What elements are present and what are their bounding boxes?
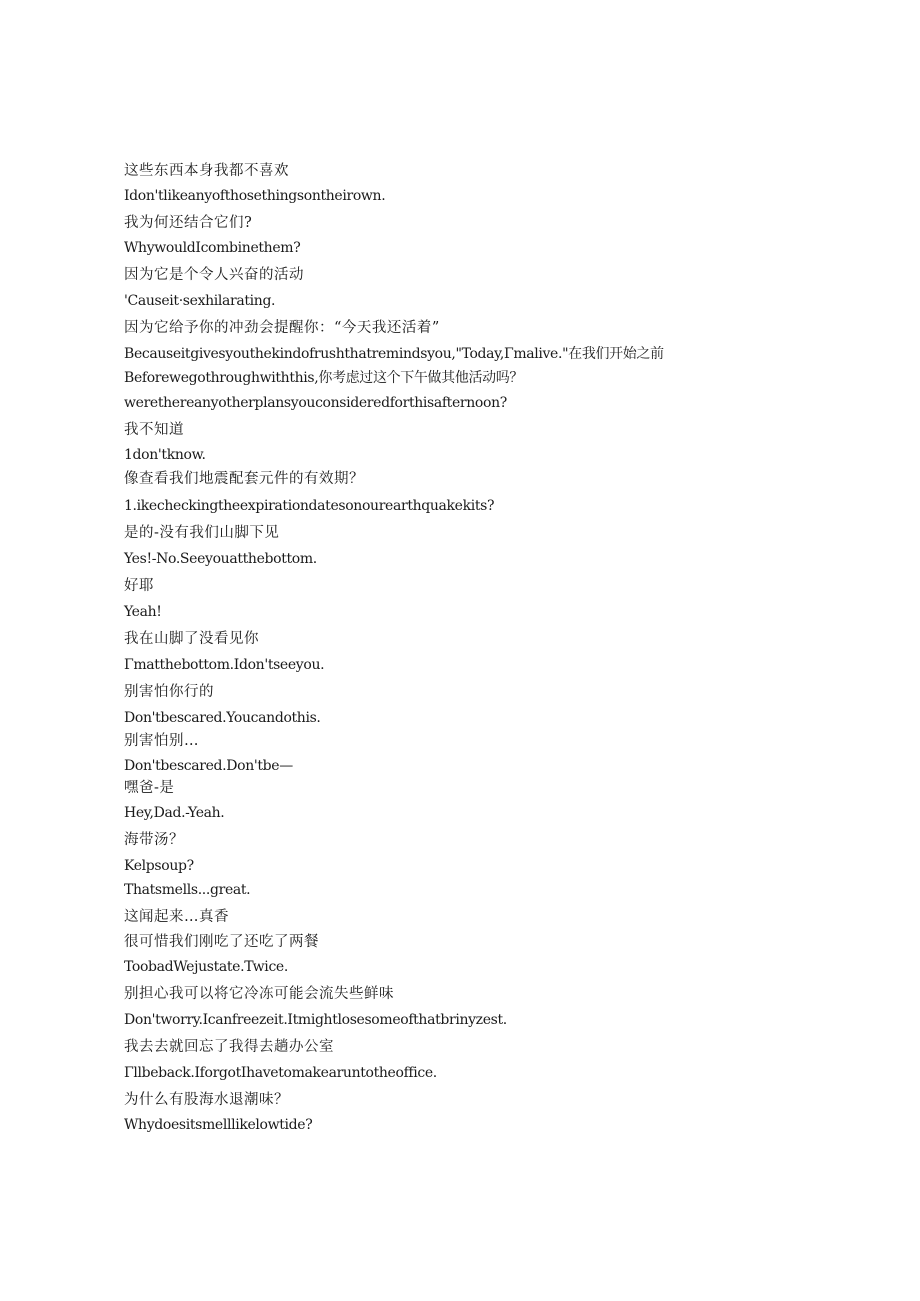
text-line: 我不知道 bbox=[124, 422, 184, 438]
text-line: Yeah! bbox=[124, 604, 162, 620]
text-line: Becauseitgivesyouthekindofrushthatremindsyou,"Today,Γmalive."在我们开始之前 bbox=[124, 346, 664, 362]
text-line: 1.ikecheckingtheexpirationdatesonourearthquakekits? bbox=[124, 498, 495, 514]
text-line: Hey,Dad.-Yeah. bbox=[124, 805, 225, 821]
text-line: Don'tbescared.Don'tbe— bbox=[124, 758, 293, 774]
text-line: Whydoesitsmelllikelowtide? bbox=[124, 1117, 313, 1133]
text-line: 1don'tknow. bbox=[124, 447, 206, 463]
text-line: 我为何还结合它们? bbox=[124, 215, 253, 231]
text-line: Idon'tlikeanyofthosethingsontheirown. bbox=[124, 188, 386, 204]
text-line: Yes!-No.Seeyouatthebottom. bbox=[124, 551, 317, 567]
text-line: Thatsmells...great. bbox=[124, 882, 251, 898]
text-line: Γllbeback.IforgotIhavetomakearuntotheoffice. bbox=[124, 1065, 437, 1081]
text-line: Γmatthebottom.Idon'tseeyou. bbox=[124, 657, 325, 673]
text-line: 因为它给予你的冲劲会提醒你：“今天我还活着” bbox=[124, 320, 440, 336]
text-line: ToobadWejustate.Twice. bbox=[124, 959, 288, 975]
text-line: 好耶 bbox=[124, 578, 154, 594]
text-line: 别害怕你行的 bbox=[124, 684, 214, 700]
text-line: 像查看我们地震配套元件的有效期？ bbox=[124, 471, 364, 487]
text-line: 很可惜我们刚吃了还吃了两餐 bbox=[124, 934, 319, 950]
text-line: 是的-没有我们山脚下见 bbox=[124, 525, 280, 541]
text-line: 'Causeit·sexhilarating. bbox=[124, 293, 276, 309]
text-line: Don'tbescared.Youcandothis. bbox=[124, 710, 321, 726]
text-line: 我在山脚了没看见你 bbox=[124, 631, 259, 647]
text-line: 别害怕别… bbox=[124, 733, 199, 749]
text-line: Kelpsoup? bbox=[124, 858, 194, 874]
text-line: 我去去就回忘了我得去趟办公室 bbox=[124, 1039, 334, 1055]
text-line: 这些东西本身我都不喜欢 bbox=[124, 163, 289, 179]
text-line: 这闻起来…真香 bbox=[124, 909, 229, 925]
text-line: Beforewegothroughwiththis,你考虑过这个下午做其他活动吗？ bbox=[124, 370, 524, 386]
text-line: Don'tworry.Icanfreezeit.Itmightlosesomeofthatbrinyzest. bbox=[124, 1012, 507, 1028]
text-line: WhywouldIcombinethem? bbox=[124, 240, 301, 256]
text-line: 别担心我可以将它冷冻可能会流失些鲜味 bbox=[124, 986, 394, 1002]
text-line: 因为它是个令人兴奋的活动 bbox=[124, 267, 304, 283]
text-line: 为什么有股海水退潮味？ bbox=[124, 1092, 289, 1108]
text-line: 嘿爸-是 bbox=[124, 780, 175, 796]
text-line: werethereanyotherplansyouconsideredforthisafternoon? bbox=[124, 395, 507, 411]
text-line: 海带汤？ bbox=[124, 832, 184, 848]
